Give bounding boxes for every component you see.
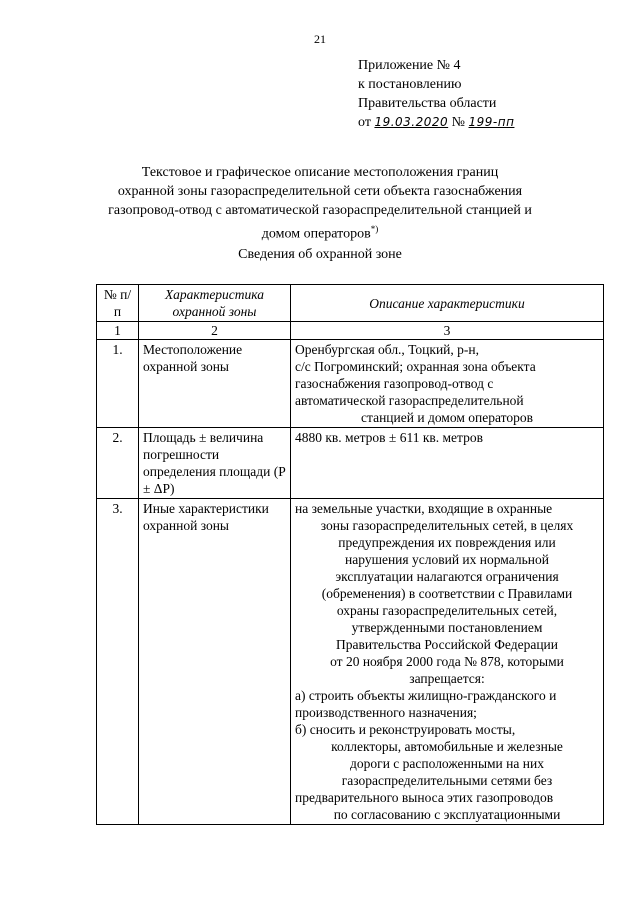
description-line: нарушения условий их нормальной [345, 552, 549, 567]
page-number: 21 [314, 32, 326, 46]
header-characteristic: Характеристика охранной зоны [139, 285, 291, 322]
row-number: 3. [97, 499, 139, 825]
document-title [90, 163, 550, 244]
description-line: производственного назначения; [295, 705, 477, 720]
row-number: 2. [97, 428, 139, 499]
title-line3: газопровод-отвод с автоматической газораспределительной станцией и [108, 203, 532, 218]
description-line: от 20 ноября 2000 года № 878, которыми [330, 654, 564, 669]
title-line4: домом операторов [261, 226, 371, 242]
description-line: по согласованию с эксплуатационными [333, 807, 561, 822]
handwritten-number: 199-пп [468, 115, 515, 129]
description-line: а) строить объекты жилищно-гражданского и [295, 688, 557, 703]
title-line1: Текстовое и графическое описание местоположения границ [141, 165, 499, 180]
column-number: 1 [97, 322, 139, 340]
row-description [291, 428, 604, 499]
description-line: б) сносить и реконструировать мосты, [295, 722, 516, 737]
row-characteristic: Местоположение охранной зоны [139, 340, 291, 428]
title-line2: охранной зоны газораспределительной сети объекта газоснабжения [117, 184, 523, 199]
row-description [291, 340, 604, 428]
protection-zone-table [96, 284, 604, 825]
description-line: запрещается: [409, 671, 485, 686]
title-line4-wrap [90, 220, 550, 244]
appendix-block [358, 56, 514, 132]
description-line: с/с Погроминский; охранная зона объекта [295, 359, 536, 374]
description-line: газораспределительными сетями без [341, 773, 553, 788]
appendix-date-line [358, 113, 514, 132]
header-number: № п/п [97, 285, 139, 322]
table-header-row [97, 285, 604, 322]
appendix-line2: к постановлению [358, 77, 462, 92]
row-description [291, 499, 604, 825]
description-line: на земельные участки, входящие в охранные [295, 501, 553, 516]
description-line: эксплуатации налагаются ограничения [335, 569, 559, 584]
date-prefix: от [358, 115, 371, 130]
handwritten-date: 19.03.2020 [374, 115, 449, 129]
row-characteristic: Площадь ± величина погрешности определения площади (P ± ΔP) [139, 428, 291, 499]
description-line: зоны газораспределительных сетей, в целях [320, 518, 574, 533]
description-line: Правительства Российской Федерации [336, 637, 558, 652]
description-line: (обременения) в соответствии с Правилами [321, 586, 573, 601]
description-line: 4880 кв. метров ± 611 кв. метров [295, 430, 483, 445]
column-number: 3 [291, 322, 604, 340]
description-line: Оренбургская обл., Тоцкий, р-н, [295, 342, 479, 357]
description-line: станцией и домом операторов [361, 410, 533, 425]
description-line: утвержденными постановлением [351, 620, 543, 635]
description-line: дороги с расположенными на них [350, 756, 544, 771]
row-characteristic: Иные характеристики охранной зоны [139, 499, 291, 825]
table-row [97, 428, 604, 499]
description-line: предварительного выноса этих газопроводов [295, 790, 554, 805]
description-line: коллекторы, автомобильные и железные [331, 739, 563, 754]
description-line: охраны газораспределительных сетей, [336, 603, 558, 618]
column-number: 2 [139, 322, 291, 340]
appendix-line3: Правительства области [358, 96, 497, 111]
footnote-mark: *) [370, 224, 379, 234]
description-line: автоматической газораспределительной [295, 393, 524, 408]
header-description: Описание характеристики [291, 285, 604, 322]
appendix-line1: Приложение № 4 [358, 58, 461, 73]
description-line: газоснабжения газопровод-отвод с [295, 376, 494, 391]
number-sign: № [451, 115, 466, 130]
section-title: Сведения об охранной зоне [238, 247, 402, 262]
table-row [97, 499, 604, 825]
row-number: 1. [97, 340, 139, 428]
table-row [97, 340, 604, 428]
column-number-row [97, 322, 604, 340]
description-line: предупреждения их повреждения или [338, 535, 556, 550]
